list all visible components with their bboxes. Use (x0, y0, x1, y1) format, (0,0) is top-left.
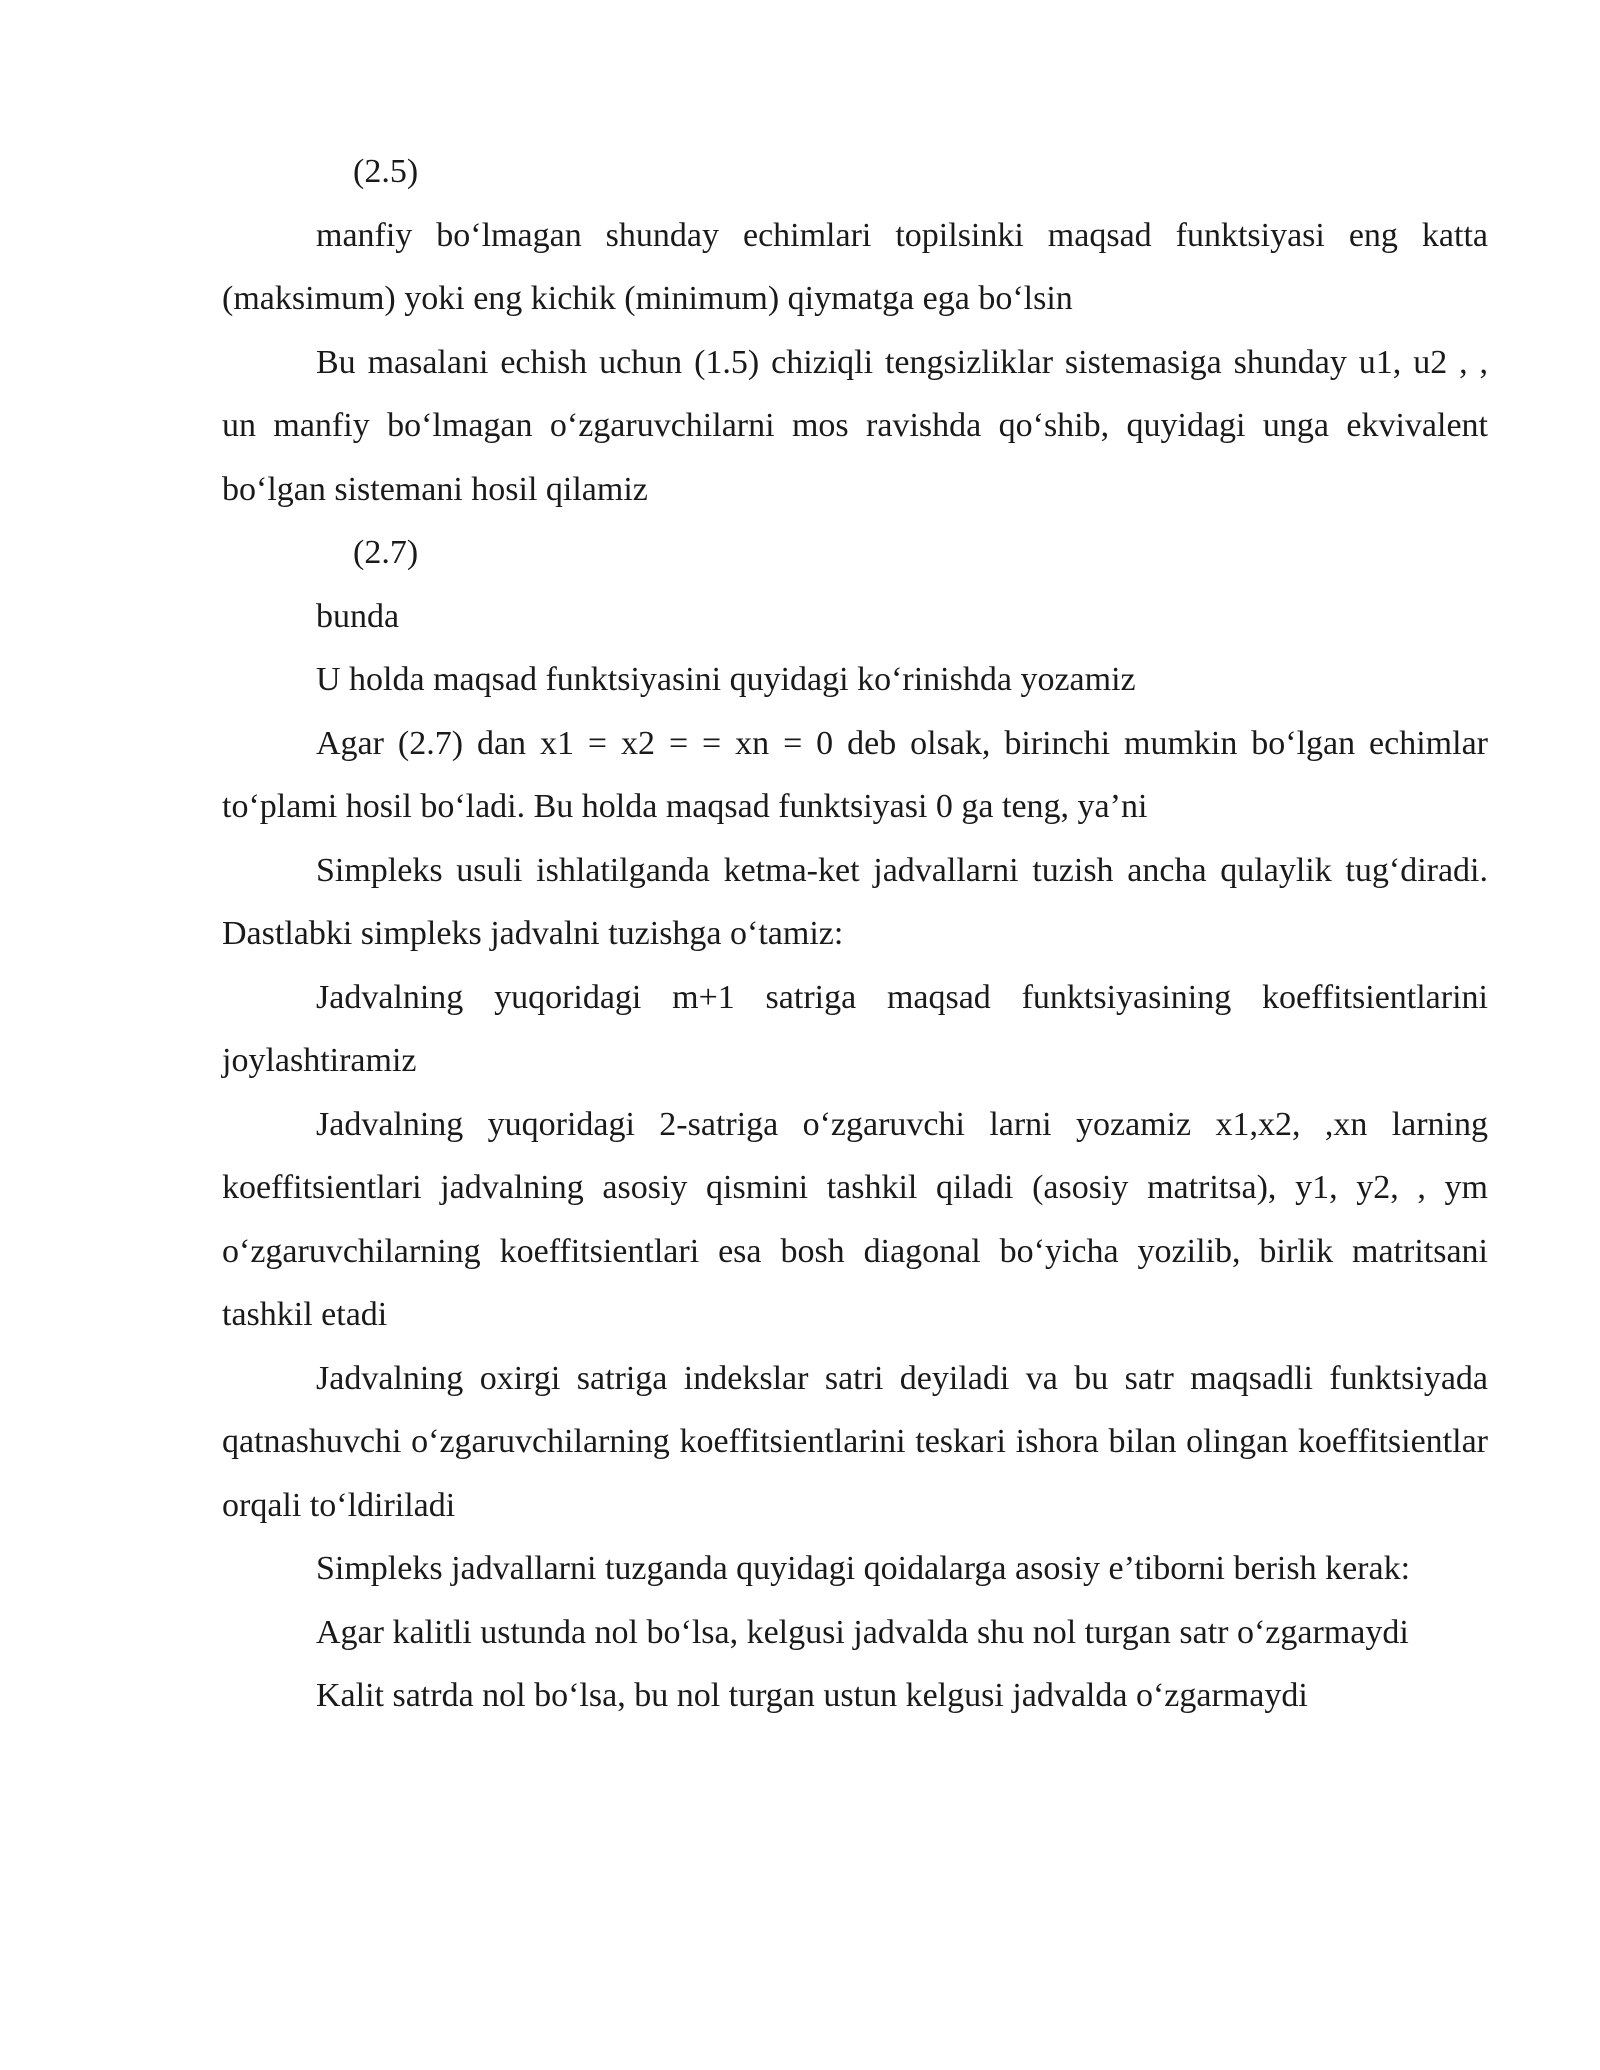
paragraph: Jadvalning yuqoridagi m+1 satriga maqsad funktsiyasining koeffitsientlarini joylashtiramiz (222, 978, 1488, 1079)
paragraph: Simpleks usuli ishlatilganda ketma-ket jadvallarni tuzish ancha qulaylik tug‘diradi. Dastlabki simpleks jadvalni tuzishga o‘tamiz: (222, 851, 1488, 952)
paragraph: bunda (316, 597, 400, 635)
paragraph: manfiy bo‘lmagan shunday echimlari topilsinki maqsad funktsiyasi eng katta (maksimum) yoki eng kichik (minimum) qiymatga ega bo‘lsin (222, 216, 1488, 317)
document-page (222, 140, 1488, 1728)
paragraph: Kalit satrda nol bo‘lsa, bu nol turgan ustun kelgusi jadvalda o‘zgarmaydi (316, 1677, 1308, 1714)
paragraph: Simpleks jadvallarni tuzganda quyidagi qoidalarga asosiy e’tiborni berish kerak: (316, 1550, 1411, 1587)
paragraph: Agar kalitli ustunda nol bo‘lsa, kelgusi jadvalda shu nol turgan satr o‘zgarmaydi (316, 1613, 1409, 1651)
paragraph: Jadvalning yuqoridagi 2-satriga o‘zgaruvchi larni yozamiz x1,x2, ,xn larning koeffitsientlari jadvalning asosiy qismini tashkil qiladi (asosiy matritsa), y1, y2, , ym o‘zgaruvchilarning koeffitsientlari esa bosh diagonal bo‘yicha yozilib, birlik matritsani tashkil etadi (222, 1105, 1488, 1333)
paragraph: Jadvalning oxirgi satriga indekslar satri deyiladi va bu satr maqsadli funktsiyada qatnashuvchi o‘zgaruvchilarning koeffitsientlarini teskari ishora bilan olingan koeffitsientlar orqali to‘ldiriladi (222, 1359, 1488, 1524)
equation-number-2-5: (2.5) (353, 153, 419, 190)
equation-number-2-7: (2.7) (353, 534, 419, 571)
paragraph: U holda maqsad funktsiyasini quyidagi ko‘rinishda yozamiz (316, 661, 1136, 698)
paragraph: Agar (2.7) dan x1 = x2 = = xn = 0 deb olsak, birinchi mumkin bo‘lgan echimlar to‘plami hosil bo‘ladi. Bu holda maqsad funktsiyasi 0 ga teng, ya’ni (222, 724, 1488, 825)
paragraph: Bu masalani echish uchun (1.5) chiziqli tengsizliklar sistemasiga shunday u1, u2 , , un manfiy bo‘lmagan o‘zgaruvchilarni mos ravishda qo‘shib, quyidagi unga ekvivalent bo‘lgan sistemani hosil qilamiz (222, 343, 1488, 508)
